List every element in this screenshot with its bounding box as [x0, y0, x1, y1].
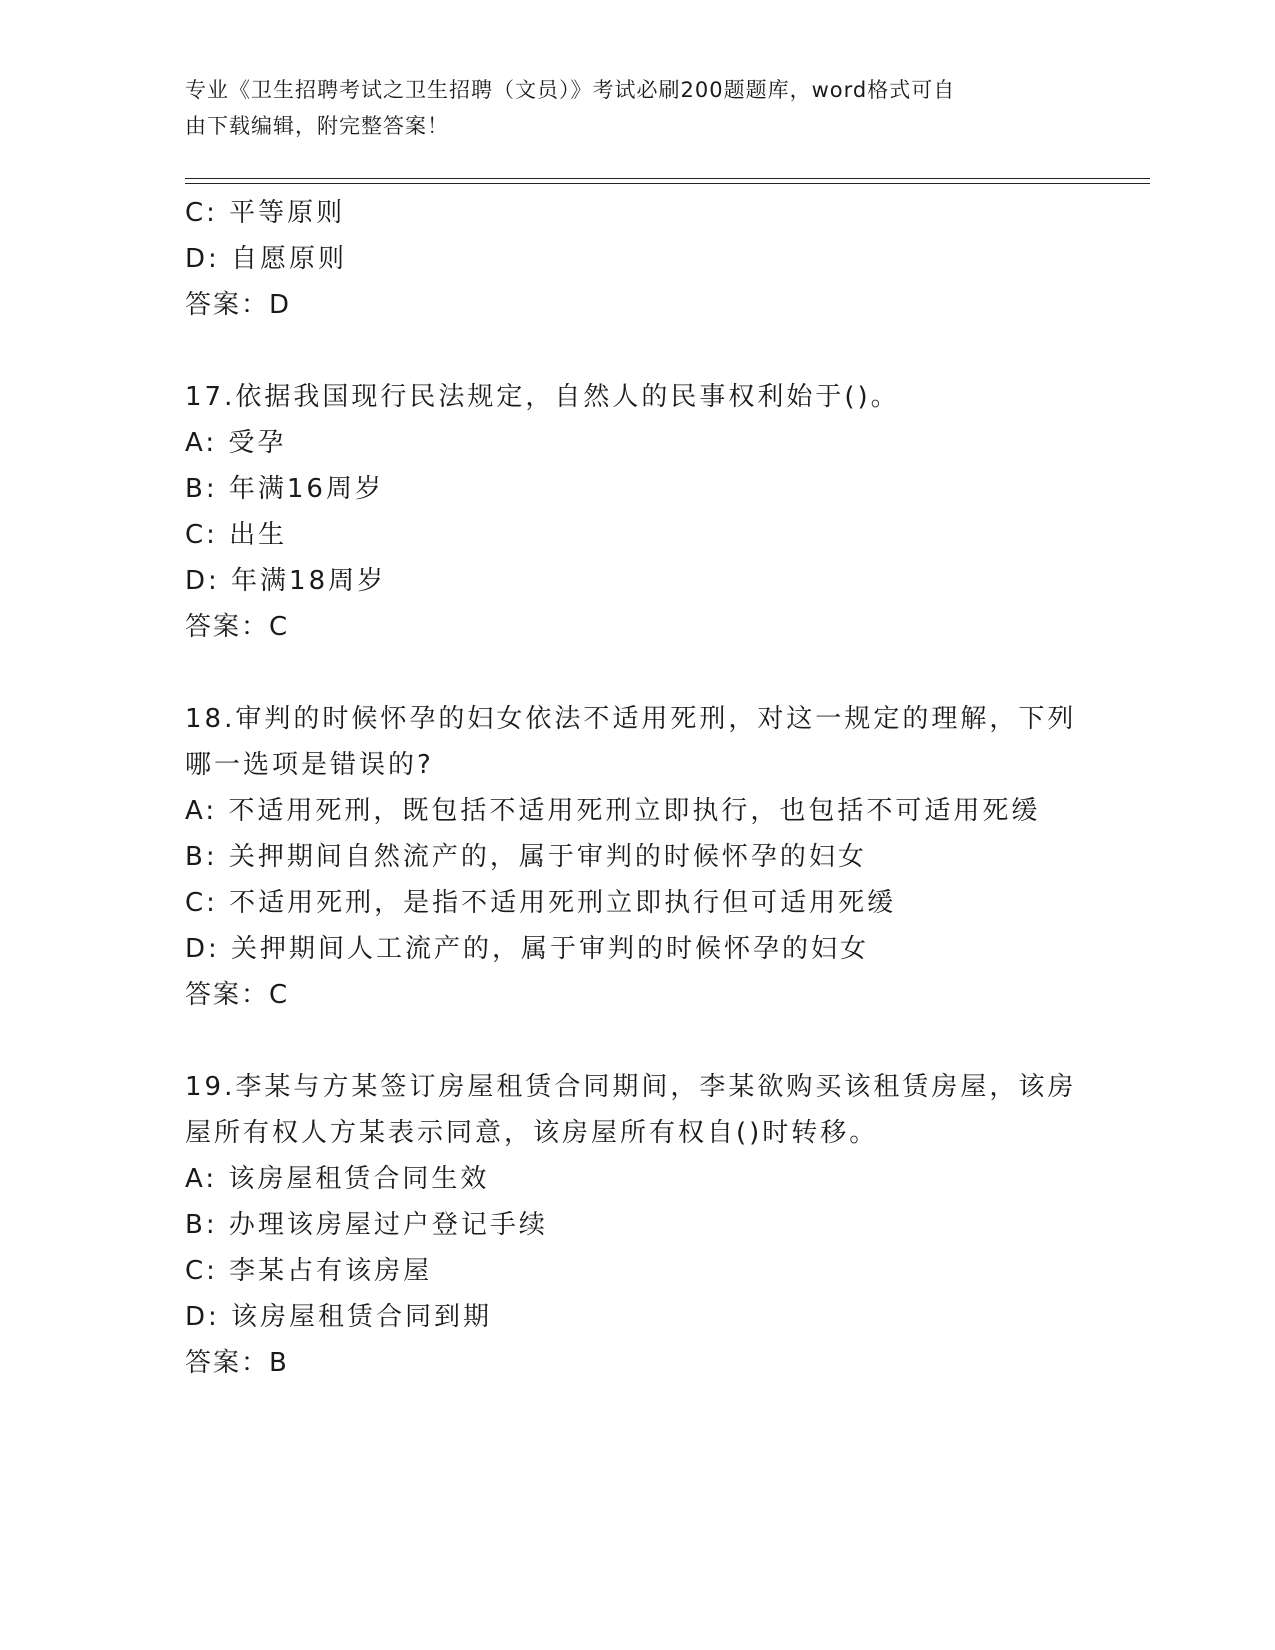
spacer	[185, 650, 1085, 696]
answer-label: 答案：D	[185, 290, 292, 320]
document-body	[185, 190, 1085, 1386]
question-text-line-2: 屋所有权人方某表示同意，该房屋所有权自()时转移。	[185, 1118, 879, 1148]
answer-label: 答案：C	[185, 980, 290, 1010]
option-c: C: 出生	[185, 520, 288, 550]
question-17	[185, 374, 1085, 650]
option-c: C: 李某占有该房屋	[185, 1256, 433, 1286]
option-d: D: 自愿原则	[185, 244, 348, 274]
question-18	[185, 696, 1085, 1018]
question-text-line-1: 18.审判的时候怀孕的妇女依法不适用死刑，对这一规定的理解，下列	[185, 704, 1077, 734]
answer-label: 答案：B	[185, 1348, 289, 1378]
question-19	[185, 1064, 1085, 1386]
option-d: D: 关押期间人工流产的，属于审判的时候怀孕的妇女	[185, 934, 870, 964]
option-c: C: 平等原则	[185, 198, 346, 228]
option-b: B: 关押期间自然流产的，属于审判的时候怀孕的妇女	[185, 842, 867, 872]
header-line-2: 由下载编辑，附完整答案！	[185, 114, 449, 138]
question-text-line-1: 19.李某与方某签订房屋租赁合同期间，李某欲购买该租赁房屋，该房	[185, 1072, 1077, 1102]
option-a: A: 受孕	[185, 428, 287, 458]
option-c: C: 不适用死刑，是指不适用死刑立即执行但可适用死缓	[185, 888, 897, 918]
option-a: A: 不适用死刑，既包括不适用死刑立即执行，也包括不可适用死缓	[185, 796, 1041, 826]
question-text-line-2: 哪一选项是错误的?	[185, 750, 434, 780]
header-divider-bottom	[185, 183, 1150, 184]
document-header	[185, 72, 1085, 144]
option-a: A: 该房屋租赁合同生效	[185, 1164, 490, 1194]
header-divider-top	[185, 178, 1150, 179]
option-b: B: 办理该房屋过户登记手续	[185, 1210, 548, 1240]
option-b: B: 年满16周岁	[185, 474, 384, 504]
spacer	[185, 1018, 1085, 1064]
option-d: D: 年满18周岁	[185, 566, 387, 596]
spacer	[185, 328, 1085, 374]
header-line-1: 专业《卫生招聘考试之卫生招聘（文员）》考试必刷200题题库，word格式可自	[185, 78, 956, 102]
answer-label: 答案：C	[185, 612, 290, 642]
question-16-continued	[185, 190, 1085, 328]
option-d: D: 该房屋租赁合同到期	[185, 1302, 493, 1332]
question-text: 17.依据我国现行民法规定，自然人的民事权利始于()。	[185, 382, 900, 412]
